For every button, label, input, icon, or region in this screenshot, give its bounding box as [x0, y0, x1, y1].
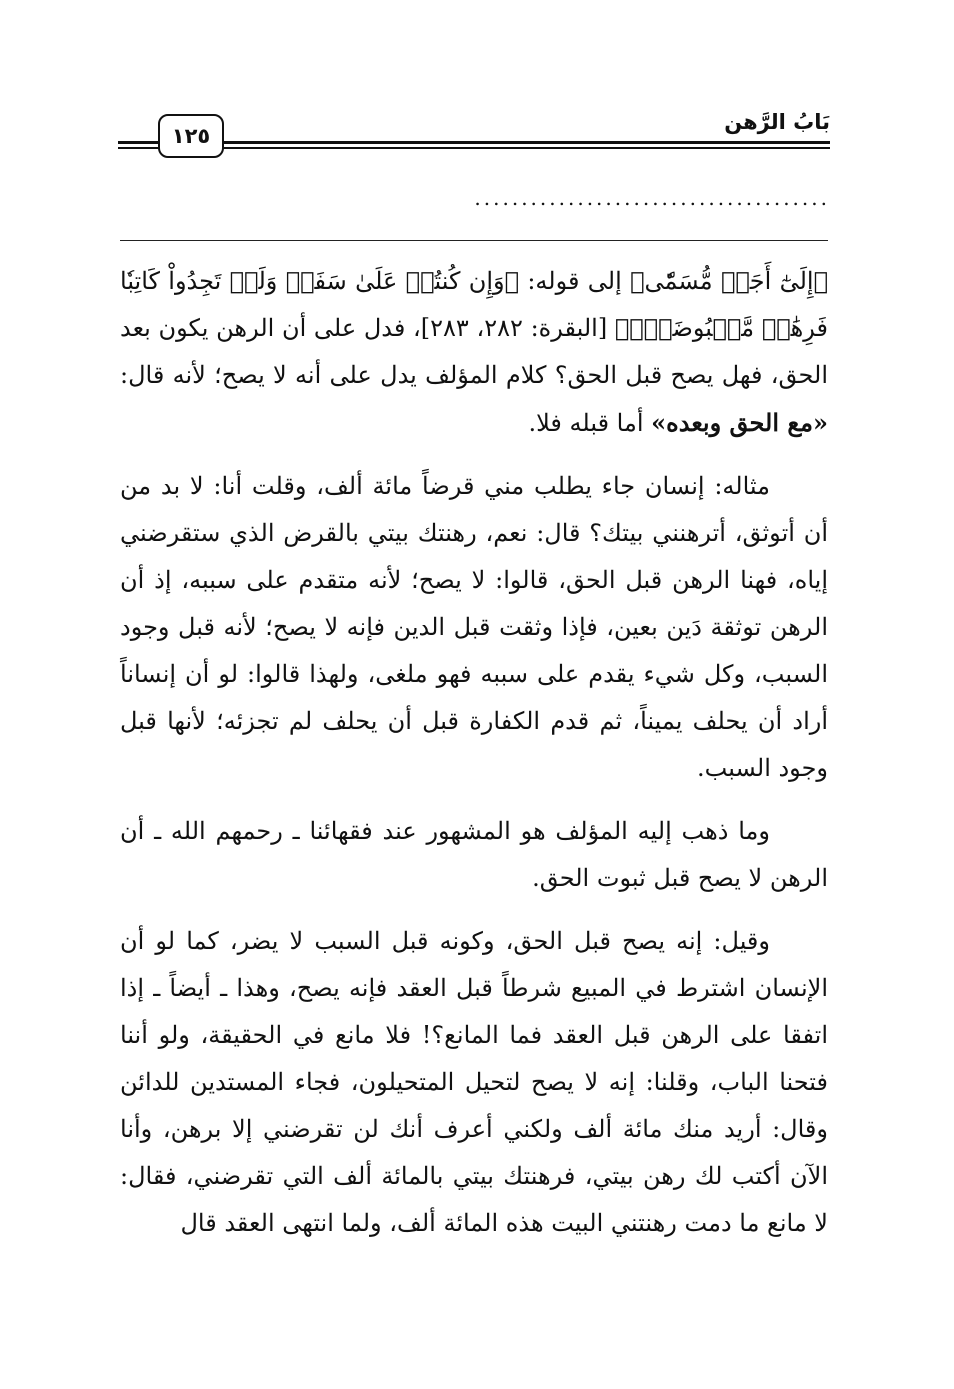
section-separator [120, 240, 828, 241]
chapter-title: بَابُ الرَّهن [724, 110, 830, 134]
page-number: ١٢٥ [158, 114, 224, 158]
page-header [118, 108, 830, 154]
paragraph-1 [120, 258, 828, 447]
paragraph-1-text: ﴿إِلَىٰٓ أَجَلٖ مُّسَمّٗى﴾ إلى قوله: ﴿وَإِن كُنتُمۡ عَلَىٰ سَفَرٖ وَلَمۡ تَجِدُواْ كَاتِبٗا فَرِهَٰنٞ مَّقۡبُوضَةٞۖ﴾ [البقرة: ٢٨٢، ٢٨٣]، فدل على أن الرهن يكون بعد الحق، فهل يصح قبل الحق؟ كلام المؤلف يدل على أنه لا يصح؛ لأنه قال: [120, 267, 828, 389]
paragraph-3: وما ذهب إليه المؤلف هو المشهور عند فقهائنا ـ رحمهم الله ـ أن الرهن لا يصح قبل ثبوت الحق. [120, 817, 828, 892]
paragraph-2: مثاله: إنسان جاء يطلب مني قرضاً مائة ألف، وقلت أنا: لا بد من أن أتوثق، أترهنني بيتك؟ قال: نعم، رهنتك بيتي بالقرض الذي ستقرضني إياه، فهنا الرهن قبل الحق، قالوا: لا يصح؛ لأنه متقدم على سببه، إذ أن الرهن توثقة دَين بعين، فإذا وثقت قبل الدين فإنه لا يصح؛ لأنه قبل وجود السبب، وكل شيء يقدم على سببه فهو ملغى، ولهذا قالوا: لو أن إنساناً أراد أن يحلف يميناً، ثم قدم الكفارة قبل أن يحلف لم تجزئه؛ لأنها قبل وجود السبب. [120, 472, 829, 782]
header-rule-thick [118, 141, 830, 144]
header-rule-thin [118, 147, 830, 149]
paragraph-1-end: أما قبله فلا. [528, 409, 652, 437]
paragraph-4: وقيل: إنه يصح قبل الحق، وكونه قبل السبب لا يضر، كما لو أن الإنسان اشترط في المبيع شرطاً قبل العقد فإنه يصح، وهذا ـ أيضاً ـ إذا اتفقا على الرهن قبل العقد فما المانع؟! فلا مانع في الحقيقة، ولو أننا فتحنا الباب، وقلنا: إنه لا يصح لتحيل المتحيلون، فجاء المستدين للدائن وقال: أريد منك مائة ألف ولكني أعرف أنك لن تقرضني إلا برهن، وأنا الآن أكتب لك رهن بيتي، فرهنتك بيتي بالمائة ألف التي تقرضني، فقال: لا مانع ما دمت رهنتني البيت هذه المائة ألف، ولما انتهى العقد قال [120, 927, 828, 1237]
body-text [120, 258, 828, 1263]
quoted-phrase: «مع الحق وبعده» [651, 408, 828, 437]
omission-dots: ...................................... [474, 186, 830, 210]
